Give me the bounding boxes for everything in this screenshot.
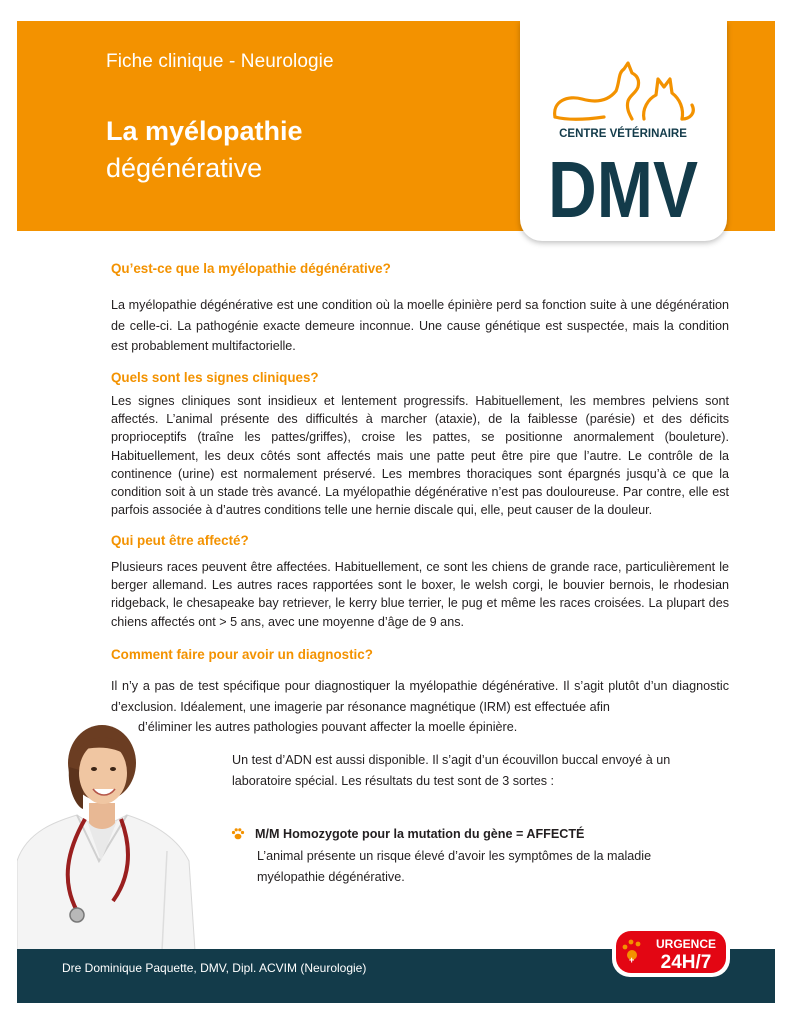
logo-brand: DMV xyxy=(548,145,698,234)
logo-card xyxy=(520,21,727,241)
urgence-label: URGENCE xyxy=(655,937,717,951)
section-text-who: Plusieurs races peuvent être affectées. Habituellement, ce sont les chiens de grande race, particulièrement le berger allemand. Les autres races rapportées sont le boxer, le welsh corgi, le bouvier bernois, le rhodesian ridgeback, le chesapeake bay retriever, le kerry blue terrier, le pug et même les races croisées. La plupart des chiens affectés ont > 5 ans, avec une moyenne d’âge de 9 ans. xyxy=(111,560,729,629)
page xyxy=(17,21,775,1003)
section-text-what: La myélopathie dégénérative est une condition où la moelle épinière perd sa fonction suite à une dégénération de celle-ci. La pathogénie exacte demeure inconnue. Une cause génétique est suspectée, mais la condition est probablement multifactorielle. xyxy=(111,298,729,353)
doctor-photo xyxy=(17,711,207,951)
page-title: La myélopathie xyxy=(106,116,303,146)
page-title-sub: dégénérative xyxy=(106,153,263,183)
section-heading-what: Qu’est-ce que la myélopathie dégénérative? xyxy=(111,261,391,276)
urgence-hours: 24H/7 xyxy=(660,952,712,973)
result-heading: M/M Homozygote pour la mutation du gène = AFFECTÉ xyxy=(255,827,585,841)
urgence-badge xyxy=(610,925,732,981)
paw-icon xyxy=(231,827,245,841)
section-heading-signs: Quels sont les signes cliniques? xyxy=(111,370,319,385)
logo-centre-label: CENTRE VÉTÉRINAIRE xyxy=(559,128,687,140)
section-heading-diagnosis: Comment faire pour avoir un diagnostic? xyxy=(111,647,373,662)
dmv-logo xyxy=(520,21,727,241)
section-text-diagnosis-cont: d’éliminer les autres pathologies pouvant affecter la moelle épinière. xyxy=(138,720,518,734)
header-band-edge xyxy=(752,21,775,231)
section-text-signs: Les signes cliniques sont insidieux et lentement progressifs. Habituellement, les membres pelviens sont affectés. L’animal présente des difficultés à marcher (ataxie), de la faiblesse (parésie) et des déficits proprioceptifs (traîne les pattes/griffes), croise les pattes, se positionne anormalement (bouleture). Habituellement, les deux côtés sont affectés mais une patte peut être pire que l’autre. Le contrôle de la continence (urine) est normalement préservé. Les membres thoraciques sont épargnés jusqu’à ce que la condition soit à un stade très avancé. La myélopathie dégénérative n’est pas douloureuse. Par contre, elle est parfois associée à d’autres conditions telle une hernie discale qui, elle, peut causer de la douleur. xyxy=(111,394,729,518)
dog-cat-icon xyxy=(555,63,694,119)
svg-text:+: + xyxy=(629,955,635,965)
section-heading-who: Qui peut être affecté? xyxy=(111,533,249,548)
result-text: L’animal présente un risque élevé d’avoir les symptômes de la maladie myélopathie dégénérative. xyxy=(257,849,652,884)
section-text-diagnosis: Il n’y a pas de test spécifique pour diagnostiquer la myélopathie dégénérative. Il s’agit plutôt d’un diagnostic d’exclusion. Idéalement, une imagerie par résonance magnétique (IRM) est effectuée afin xyxy=(111,679,729,714)
dna-test-text: Un test d’ADN est aussi disponible. Il s’agit d’un écouvillon buccal envoyé à un laboratoire spécial. Les résultats du test sont de 3 sortes : xyxy=(232,753,671,788)
fiche-line: Fiche clinique - Neurologie xyxy=(106,51,334,72)
header-subtitle xyxy=(106,51,334,73)
footer-author: Dre Dominique Paquette, DMV, Dipl. ACVIM (Neurologie) xyxy=(62,961,367,975)
